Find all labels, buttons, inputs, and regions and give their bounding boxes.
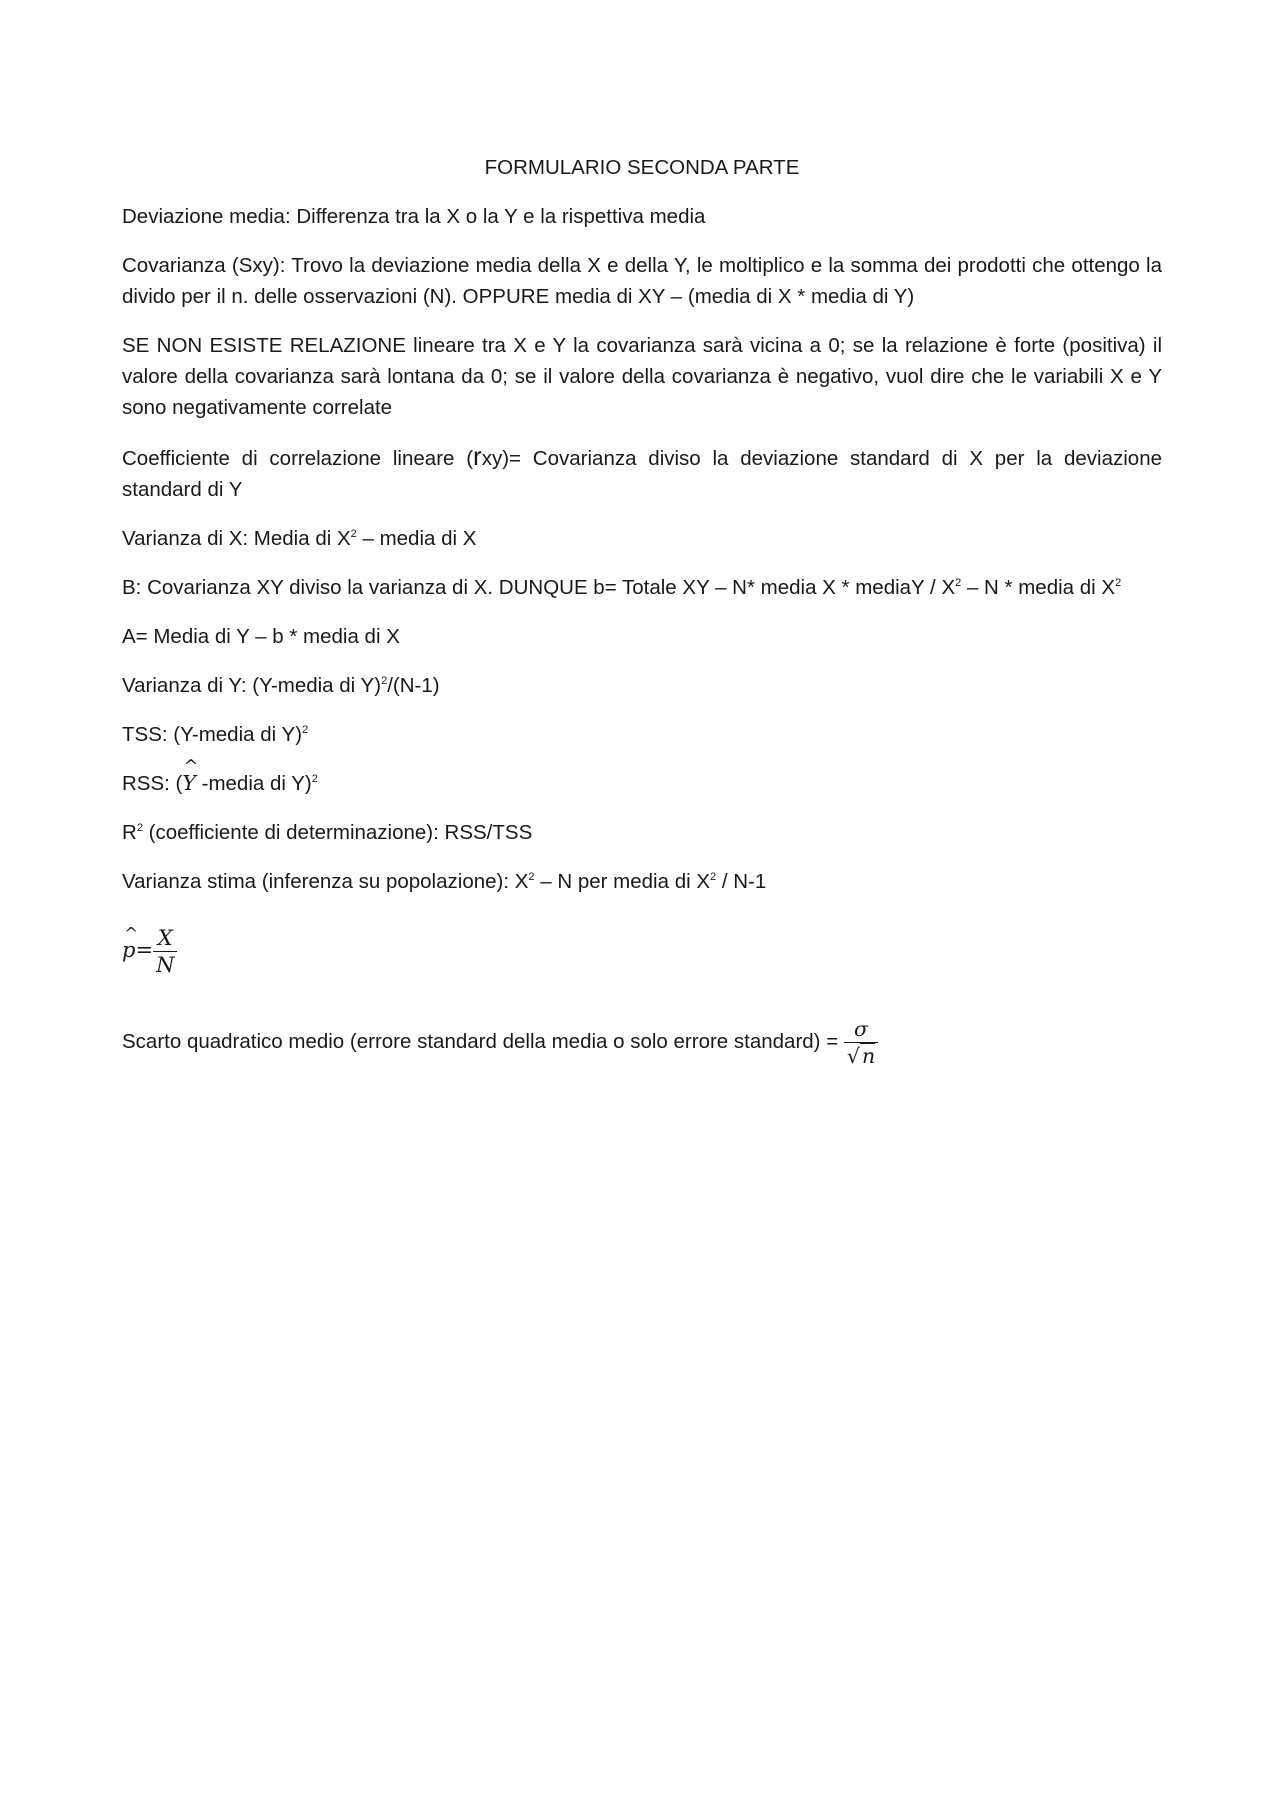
superscript-2: 2: [381, 675, 388, 688]
coefficiente-correlazione-paragraph: [122, 441, 1162, 505]
deviazione-media-paragraph: Deviazione media: Differenza tra la X o la Y e la rispettiva media: [122, 205, 706, 228]
vs-text-end: / N-1: [716, 870, 767, 893]
coeff-text-start: Coefficiente di correlazione lineare (: [122, 447, 474, 470]
vs-text-middle: – N per media di X: [534, 870, 711, 893]
superscript-2: 2: [955, 577, 962, 590]
varianza-y-paragraph: [122, 670, 1162, 701]
vary-text-start: Varianza di Y: (Y-media di Y): [122, 674, 382, 697]
fraction-denominator: [844, 1043, 878, 1069]
tss-text: TSS: (Y-media di Y): [122, 723, 303, 746]
relazione-paragraph: SE NON ESISTE RELAZIONE lineare tra X e Y la covarianza sarà vicina a 0; se la relazione è forte (positiva) il valore della covarianza sarà lontana da 0; se il valore della covarianza è negativo, vuol dire che le variabili X e Y sono negativamente correlate: [122, 334, 1162, 419]
x-over-n-fraction: [153, 925, 177, 978]
superscript-2: 2: [136, 822, 143, 835]
superscript-2: 2: [350, 528, 357, 541]
y-hat-letter: Y: [182, 771, 196, 795]
varianza-stima-paragraph: [122, 866, 1162, 897]
scarto-quadratico-paragraph: [122, 1016, 1162, 1069]
varx-text-start: Varianza di X: Media di X: [122, 527, 351, 550]
vs-text-start: Varianza stima (inferenza su popolazione): X: [122, 870, 529, 893]
p-letter: p: [122, 938, 136, 962]
superscript-2: 2: [528, 871, 535, 884]
varianza-x-paragraph: [122, 523, 1162, 554]
p-hat-symbol: [122, 924, 139, 966]
sigma-over-sqrt-n-fraction: [844, 1016, 878, 1069]
scarto-text: Scarto quadratico medio (errore standard della media o solo errore standard) =: [122, 1029, 844, 1053]
rss-paragraph: [122, 756, 1162, 799]
covarianza-paragraph: Covarianza (Sxy): Trovo la deviazione media della X e della Y, le moltiplico e la somma dei prodotti che ottengo la divido per il n. delle osservazioni (N). OPPURE media di XY – (media di X * media di Y): [122, 254, 1162, 308]
p-hat-formula: [122, 925, 1162, 978]
a-coefficient-paragraph: A= Media di Y – b * media di X: [122, 625, 400, 648]
rss-text-start: RSS: (: [122, 772, 183, 795]
rss-text-end: -media di Y): [195, 772, 312, 795]
superscript-2: 2: [302, 724, 309, 737]
b-text-end: – N * media di X: [961, 576, 1116, 599]
superscript-2: 2: [1115, 577, 1122, 590]
r2-letter: R: [122, 821, 137, 844]
sqrt-sign: √: [846, 1044, 860, 1068]
fraction-denominator: N: [156, 953, 175, 977]
fraction-numerator: X: [153, 925, 177, 952]
coeff-text-end: xy)= Covarianza diviso la deviazione standard di X per la deviazione standard di Y: [122, 447, 1162, 501]
r2-text: (coefficiente di determinazione): RSS/TSS: [142, 821, 533, 844]
coeff-r-symbol: r: [473, 441, 482, 471]
tss-paragraph: [122, 719, 1162, 750]
b-text-start: B: Covarianza XY diviso la varianza di X. DUNQUE b= Totale XY – N* media X * mediaY / X: [122, 576, 956, 599]
equals-sign: =: [135, 938, 154, 962]
hat-accent: ^: [124, 924, 139, 944]
b-coefficient-paragraph: [122, 572, 1162, 603]
vary-text-end: /(N-1): [387, 674, 440, 697]
document-body: [122, 152, 1162, 1087]
sqrt-radicand: n: [861, 1044, 876, 1068]
r-squared-paragraph: [122, 817, 1162, 848]
fraction-numerator: σ: [844, 1016, 878, 1043]
y-hat-symbol: [182, 756, 199, 799]
document-title: FORMULARIO SECONDA PARTE: [484, 156, 800, 179]
hat-accent: ^: [183, 756, 199, 777]
superscript-2: 2: [710, 871, 717, 884]
varx-text-end: – media di X: [356, 527, 477, 550]
superscript-2: 2: [311, 773, 318, 786]
